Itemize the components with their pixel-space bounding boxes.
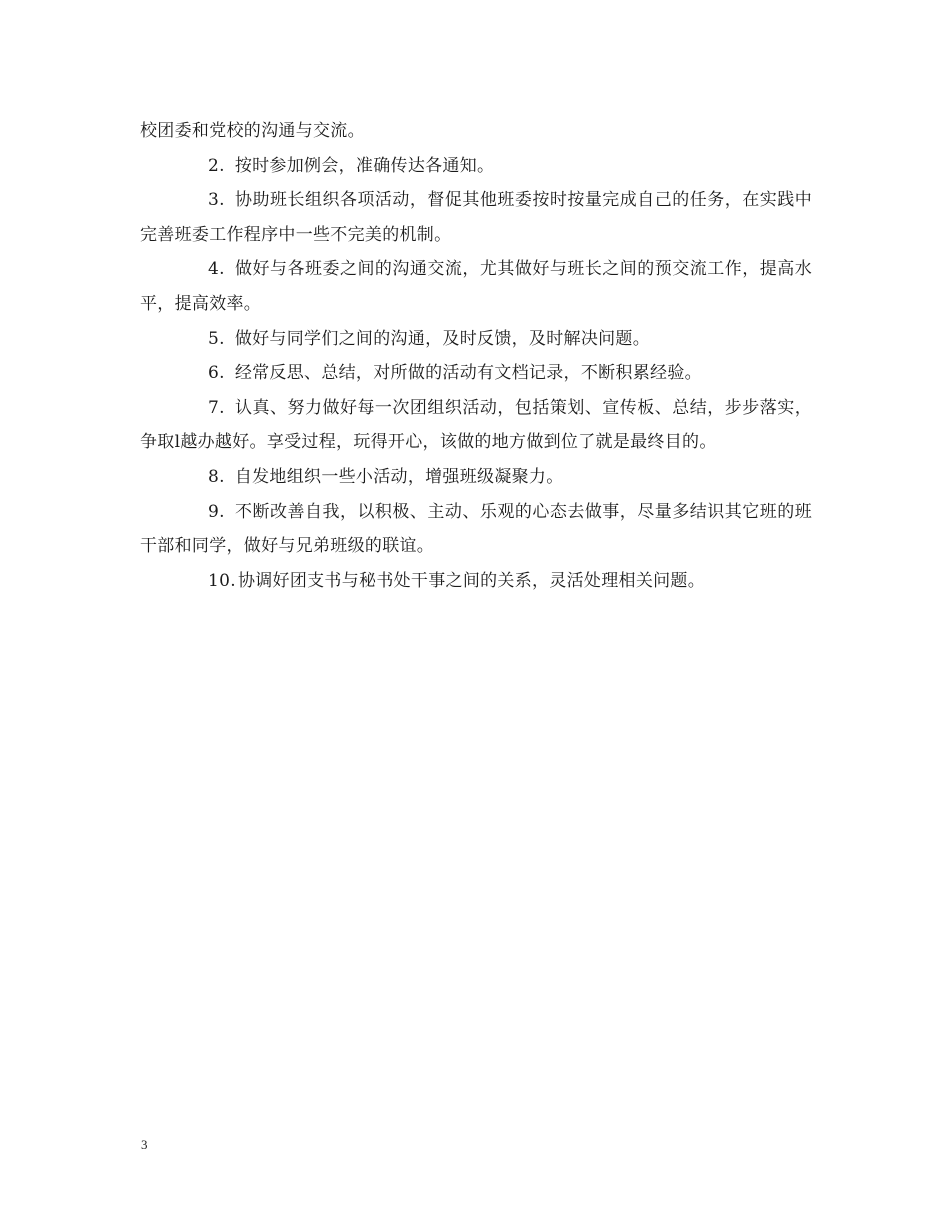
- list-item: [140, 149, 812, 184]
- list-item-text: 协助班长组织各项活动，督促其他班委按时按量完成自己的任务，在实践中完善班委工作程序中一些不完美的机制。: [140, 190, 812, 245]
- list-item-number: 5.: [208, 328, 225, 349]
- list-item-text: 按时参加例会，准确传达各通知。: [234, 155, 495, 176]
- list-item-number: 9.: [208, 501, 225, 522]
- list-item-number: 2.: [208, 155, 225, 176]
- list-item-number: 6.: [208, 363, 225, 384]
- list-item: [140, 391, 812, 460]
- list-item: [140, 460, 812, 495]
- page-number: 3: [141, 1137, 148, 1152]
- continued-paragraph: 校团委和党校的沟通与交流。: [140, 121, 365, 141]
- list-item-number: 8.: [208, 466, 225, 487]
- list-item-text: 认真、努力做好每一次团组织活动，包括策划、宣传板、总结，步步落实，争取l越办越好。享受过程，玩得开心，该做的地方做到位了就是最终目的。: [140, 397, 812, 453]
- list-item: [140, 252, 812, 321]
- list-item-number: 4.: [208, 259, 225, 280]
- list-item-text: 自发地组织一些小活动，增强班级凝聚力。: [234, 466, 564, 487]
- list-item-text: 不断改善自我，以积极、主动、乐观的心态去做事，尽量多结识其它班的班干部和同学，做好与兄弟班级的联谊。: [140, 501, 812, 557]
- list-item-number: 10.: [208, 570, 236, 591]
- list-item-text: 做好与各班委之间的沟通交流，尤其做好与班长之间的预交流工作，提高水平，提高效率。: [140, 259, 812, 314]
- list-item: [140, 322, 812, 357]
- list-item-text: 经常反思、总结，对所做的活动有文档记录，不断积累经验。: [234, 363, 702, 384]
- list-item-number: 7.: [208, 397, 225, 418]
- list-item: [140, 183, 812, 252]
- list-item-text: 做好与同学们之间的沟通，及时反馈，及时解决问题。: [234, 328, 651, 349]
- list-item-text: 协调好团支书与秘书处干事之间的关系，灵活处理相关问题。: [237, 570, 706, 591]
- document-body: [140, 114, 812, 598]
- list-item-number: 3.: [208, 190, 225, 211]
- list-item: [140, 495, 812, 564]
- list-item: [140, 356, 812, 391]
- list-item: [140, 564, 812, 599]
